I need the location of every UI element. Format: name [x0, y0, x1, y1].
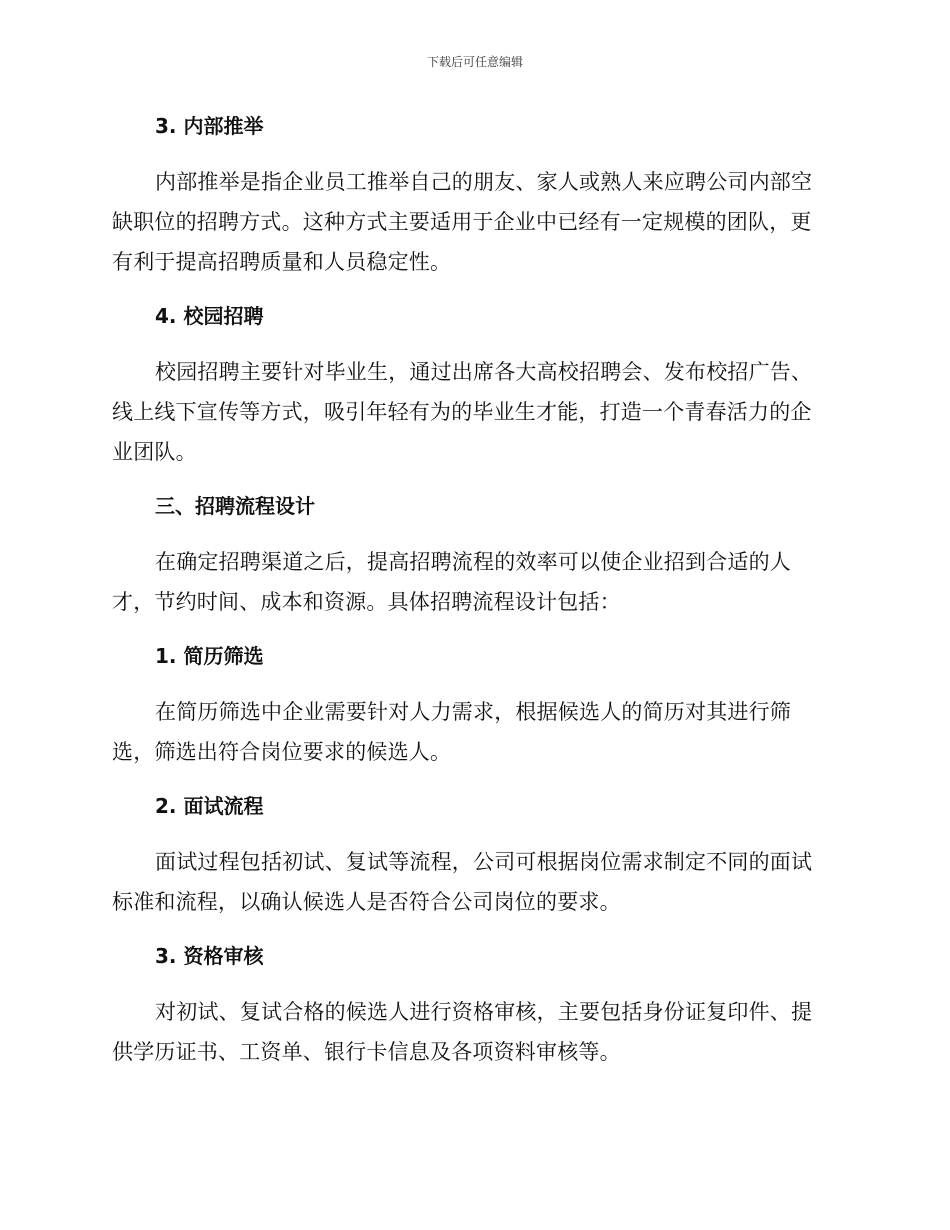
section-heading-qualification-review: 3. 资格审核	[155, 944, 264, 968]
paragraph-line: 供学历证书、工资单、银行卡信息及各项资料审核等。	[112, 1040, 621, 1064]
paragraph-line: 面试过程包括初试、复试等流程，公司可根据岗位需求制定不同的面试	[155, 850, 813, 874]
document-body	[112, 108, 832, 1088]
paragraph-campus-recruitment	[112, 352, 832, 472]
paragraph-line: 内部推举是指企业员工推举自己的朋友、家人或熟人来应聘公司内部空	[155, 170, 813, 194]
paragraph-interview-process	[112, 842, 832, 922]
paragraph-resume-screening	[112, 692, 832, 772]
paragraph-process-design	[112, 542, 832, 622]
paragraph-line: 选，筛选出符合岗位要求的候选人。	[112, 740, 452, 764]
paragraph-line: 对初试、复试合格的候选人进行资格审核，主要包括身份证复印件、提	[155, 1000, 813, 1024]
section-heading-process-design: 三、招聘流程设计	[155, 494, 315, 518]
paragraph-line: 校园招聘主要针对毕业生，通过出席各大高校招聘会、发布校招广告、	[155, 360, 813, 384]
paragraph-qualification-review	[112, 992, 832, 1072]
section-heading-resume-screening: 1. 简历筛选	[155, 644, 264, 668]
paragraph-line: 标准和流程，以确认候选人是否符合公司岗位的要求。	[112, 890, 621, 914]
paragraph-line: 有利于提高招聘质量和人员稳定性。	[112, 250, 452, 274]
section-heading-campus-recruitment: 4. 校园招聘	[155, 304, 264, 328]
paragraph-line: 线上线下宣传等方式，吸引年轻有为的毕业生才能，打造一个青春活力的企	[112, 400, 812, 424]
section-heading-interview-process: 2. 面试流程	[155, 794, 264, 818]
paragraph-line: 才，节约时间、成本和资源。具体招聘流程设计包括：	[112, 590, 621, 614]
paragraph-internal-referral	[112, 162, 832, 282]
paragraph-line: 业团队。	[112, 440, 197, 464]
page-header: 下载后可任意编辑	[426, 55, 523, 69]
paragraph-line: 在简历筛选中企业需要针对人力需求，根据候选人的简历对其进行筛	[155, 700, 791, 724]
section-heading-internal-referral: 3. 内部推举	[155, 114, 264, 138]
paragraph-line: 在确定招聘渠道之后，提高招聘流程的效率可以使企业招到合适的人	[155, 550, 791, 574]
paragraph-line: 缺职位的招聘方式。这种方式主要适用于企业中已经有一定规模的团队，更	[112, 210, 812, 234]
